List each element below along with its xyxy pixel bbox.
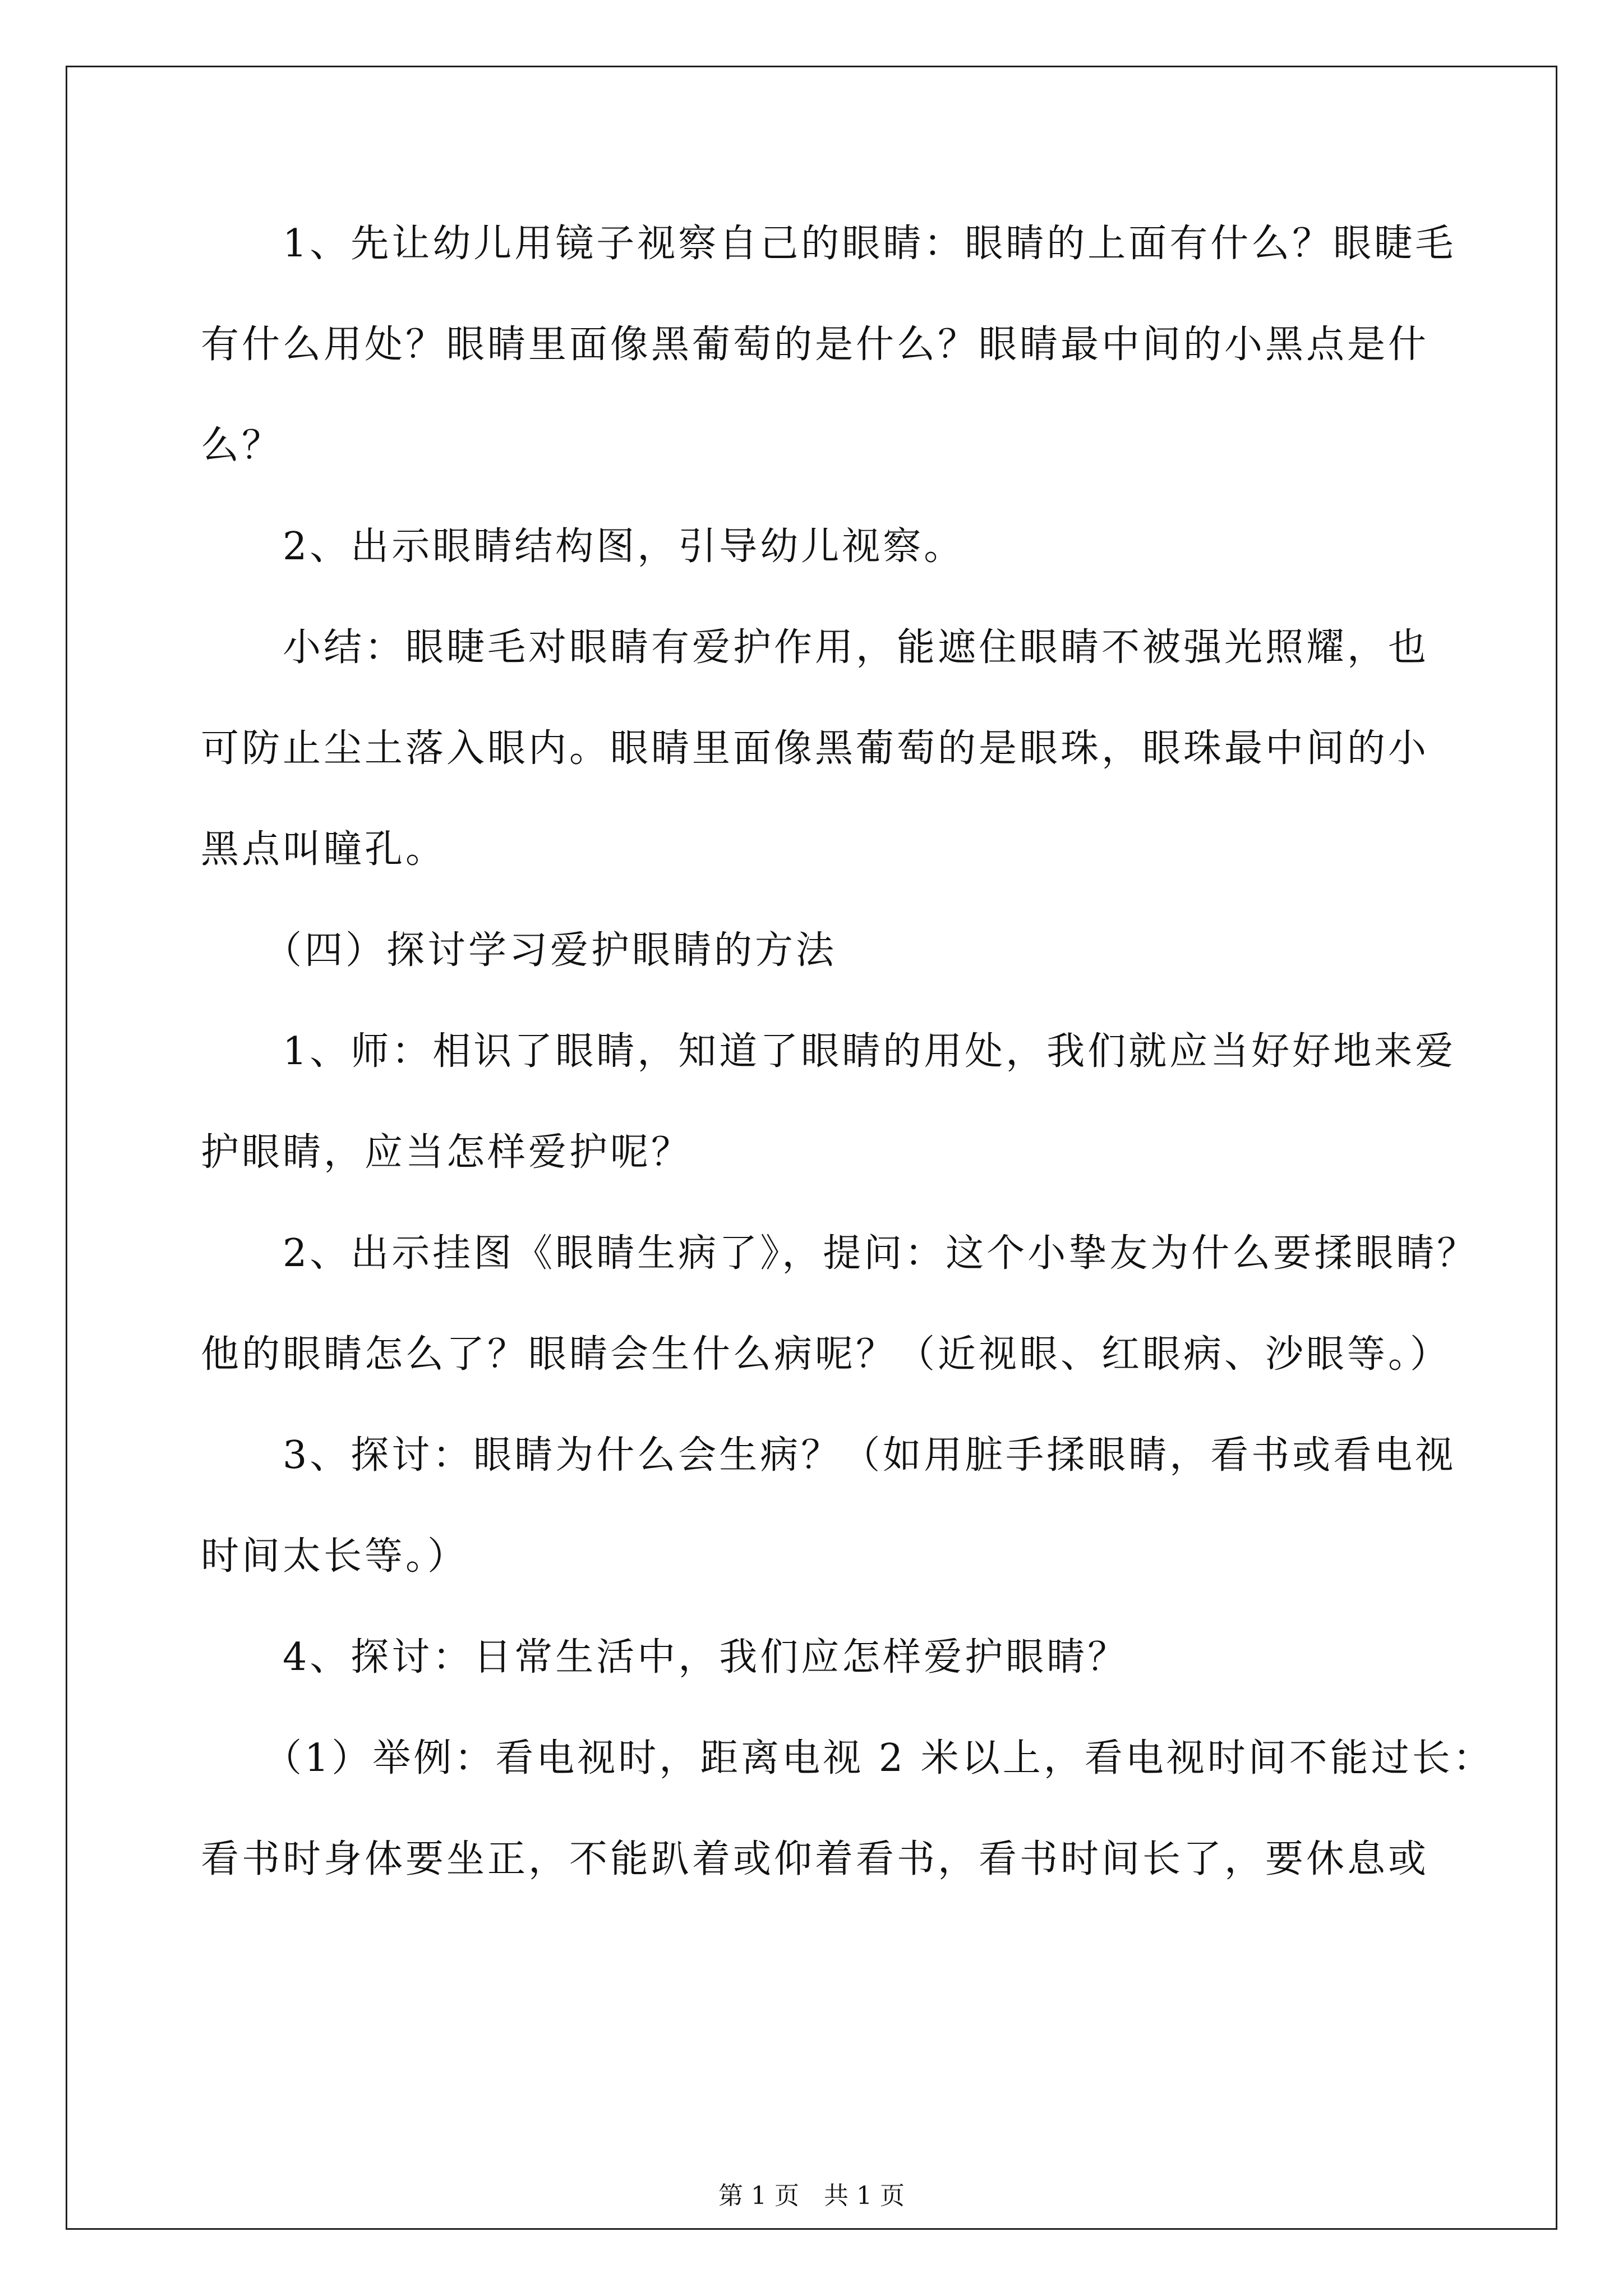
text-line: 时间太长等。） (201, 1534, 469, 1579)
text-line: 3、探讨：眼睛为什么会生病？（如用脏手揉眼睛，看书或看电视 (201, 1433, 1456, 1478)
text-line: 1、师：相识了眼睛，知道了眼睛的用处，我们就应当好好地来爱 (201, 1029, 1456, 1074)
text-line: 有什么用处？眼睛里面像黑葡萄的是什么？眼睛最中间的小黑点是什 (201, 323, 1430, 367)
section-heading: （四）探讨学习爱护眼睛的方法 (201, 928, 837, 973)
text-line: 看书时身体要坐正，不能趴着或仰着看书，看书时间长了，要休息或 (201, 1837, 1430, 1881)
text-line: 小结：眼睫毛对眼睛有爱护作用，能遮住眼睛不被强光照耀，也 (201, 625, 1430, 670)
text-line: 护眼睛，应当怎样爱护呢？ (201, 1130, 693, 1175)
text-line: （1）举例：看电视时，距离电视 2 米以上，看电视时间不能过长： (201, 1736, 1494, 1780)
text-line: 4、探讨：日常生活中，我们应怎样爱护眼睛？ (201, 1635, 1129, 1680)
text-line: 可防止尘土落入眼内。眼睛里面像黑葡萄的是眼珠，眼珠最中间的小 (201, 726, 1430, 771)
text-line: 他的眼睛怎么了？眼睛会生什么病呢？（近视眼、红眼病、沙眼等。） (201, 1332, 1451, 1377)
text-line: 2、出示挂图《眼睛生病了》，提问：这个小挚友为什么要揉眼睛？ (201, 1231, 1478, 1276)
page-number-footer: 第 1 页 共 1 页 (718, 2182, 905, 2210)
text-line: 1、先让幼儿用镜子视察自己的眼睛：眼睛的上面有什么？眼睫毛 (201, 222, 1456, 266)
text-line: 黑点叫瞳孔。 (201, 827, 447, 872)
text-line: 么？ (201, 424, 283, 468)
text-line: 2、出示眼睛结构图，引导幼儿视察。 (201, 524, 965, 569)
